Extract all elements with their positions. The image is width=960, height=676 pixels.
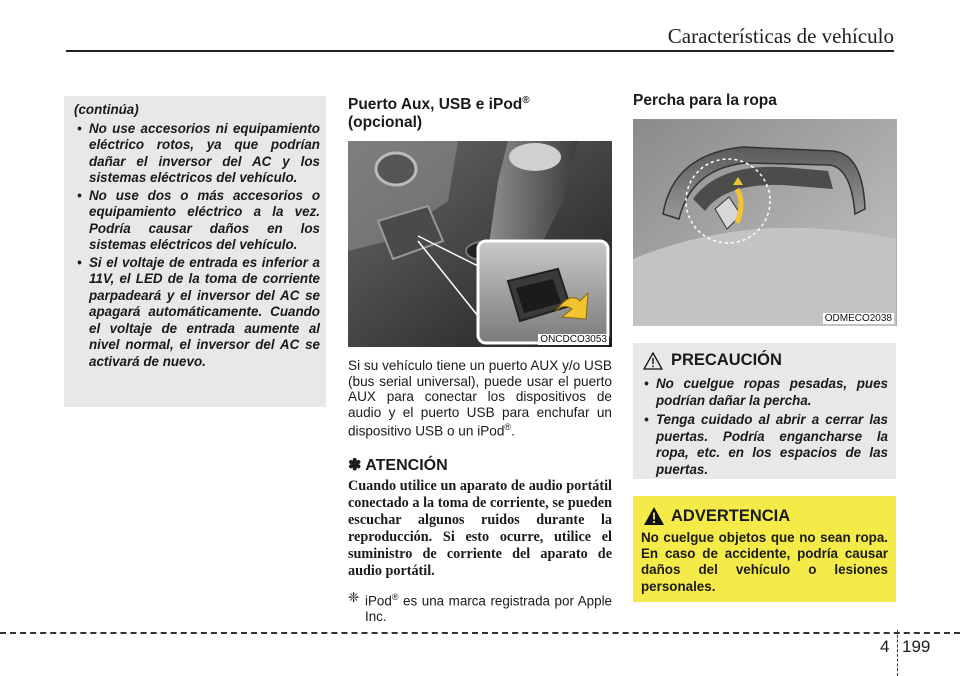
attention-text: Cuando utilice un aparato de audio portátil conectado a la toma de corriente, se pueden escuchar algunos ruidos durante la reproducción. Si esto ocurre, utilice el suministro de corriente del aparato de audio portátil.: [348, 478, 612, 580]
footer-dashed-rule: [0, 632, 960, 634]
header-rule: [66, 50, 894, 52]
hanger-section-title: Percha para la ropa: [633, 92, 777, 109]
note-lead: (continúa): [74, 102, 139, 117]
continued-note-box: [64, 96, 326, 407]
warning-heading: [643, 506, 888, 526]
aux-usb-section: [348, 92, 612, 625]
aux-section-title: [348, 92, 612, 132]
aux-title-sub: (opcional): [348, 114, 423, 132]
note-item: • No use accesorios ni equipamiento eléctrico rotos, ya que podrían dañar el inversor del AC y los sistemas eléctricos del vehículo.: [74, 121, 320, 187]
warning-box: [633, 496, 896, 602]
aux-body-sup: ®: [504, 422, 512, 433]
attention-block: [348, 455, 612, 580]
caution-item: • Tenga cuidado al abrir a cerrar las puertas. Podría engancharse la ropa, etc. en los espacios de las puertas.: [641, 412, 888, 478]
hanger-photo: [633, 119, 897, 326]
caution-list: [641, 376, 888, 478]
chapter-header-title: Características de vehículo: [667, 24, 894, 48]
attention-symbol-icon: ✽: [348, 457, 362, 475]
warning-title: ADVERTENCIA: [671, 506, 791, 525]
footnote-text-end: es una marca registrada por Apple Inc.: [365, 593, 612, 625]
footer-chapter-number: 4: [880, 637, 890, 656]
footnote-text-start: iPod: [365, 593, 392, 609]
note-item: • No use dos o más accesorios o equipamiento eléctrico a la vez. Podría causar daños en los sistemas eléctricos del vehículo.: [74, 188, 320, 254]
footnote-mark-icon: ❈: [348, 590, 360, 606]
aux-port-illustration: [348, 141, 612, 347]
caution-item: • No cuelgue ropas pesadas, pues podrían dañar la percha.: [641, 376, 888, 409]
note-item: • Si el voltaje de entrada es inferior a 11V, el LED de la toma de corriente parpadeará y el inversor del AC se apagará automáticamente. Cuando el voltaje de entrada aumente al nivel normal, el inversor del AC se activará de nuevo.: [74, 255, 320, 371]
aux-body-end: .: [511, 423, 515, 439]
caution-box: [633, 343, 896, 479]
aux-body-main: Si su vehículo tiene un puerto AUX y/o USB (bus serial universal), puede usar el puerto AUX para conectar los dispositivos de audio y el puerto USB para enchufar un dispositivo USB o un iPod: [348, 358, 612, 439]
photo-code: ODMECO2038: [824, 313, 892, 324]
note-list: [74, 121, 320, 371]
caution-heading: [643, 351, 888, 370]
aux-title-text: Puerto Aux, USB e iPod: [348, 96, 523, 114]
caution-title: PRECAUCIÓN: [671, 351, 782, 369]
footnote-sup: ®: [391, 592, 399, 603]
footer-page-number: 199: [902, 637, 931, 656]
attention-title: ATENCIÓN: [365, 457, 448, 475]
footer-separator: [897, 630, 898, 676]
warning-triangle-outline-icon: [643, 352, 663, 370]
hanger-illustration: [633, 119, 896, 326]
warning-triangle-filled-icon: [643, 506, 665, 526]
attention-heading: [348, 455, 612, 475]
aux-title-sup: ®: [522, 95, 530, 106]
aux-port-photo: [348, 141, 612, 347]
warning-text: No cuelgue objetos que no sean ropa. En caso de accidente, podría causar daños del vehículo o lesiones personales.: [641, 530, 888, 594]
photo-code: ONCDCO3053: [540, 334, 607, 346]
clothes-hanger-section: [633, 92, 896, 326]
trademark-footnote: [348, 590, 612, 624]
aux-body-text: [348, 358, 612, 439]
